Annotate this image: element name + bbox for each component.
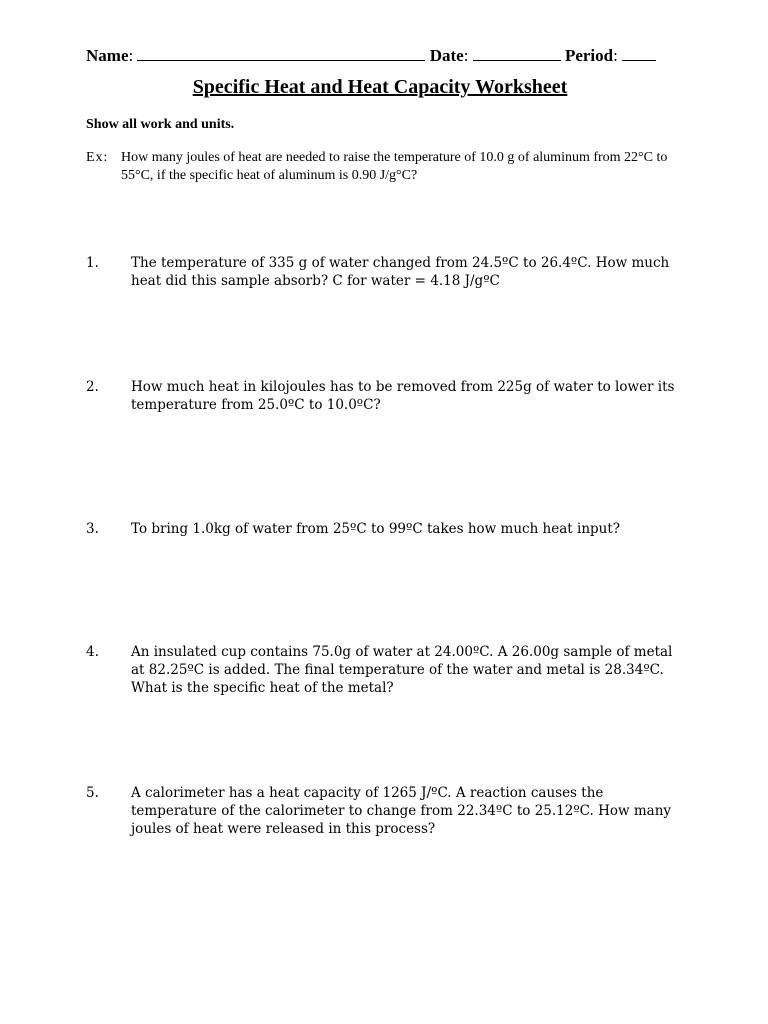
date-label: Date bbox=[429, 46, 464, 65]
problem-number: 1. bbox=[86, 255, 99, 271]
header-line: Name: Date: Period: bbox=[86, 45, 686, 67]
date-blank[interactable] bbox=[473, 46, 561, 61]
problem-text: How much heat in kilojoules has to be removed from 225g of water to lower its temperature from 25.0ºC to 10.0ºC? bbox=[131, 379, 675, 413]
problem-number: 2. bbox=[86, 379, 99, 395]
name-blank[interactable] bbox=[137, 46, 425, 61]
problem-number: 3. bbox=[86, 521, 99, 537]
example bbox=[86, 149, 686, 185]
example-label: Ex: bbox=[86, 150, 109, 165]
period-label: Period bbox=[564, 46, 614, 65]
example-text: How many joules of heat are needed to raise the temperature of 10.0 g of aluminum from 22°C to 55°C, if the specific heat of aluminum is 0.90 J/g°C? bbox=[121, 150, 668, 183]
problem-text: An insulated cup contains 75.0g of water at 24.00ºC. A 26.00g sample of metal at 82.25ºC is added. The final temperature of the water and metal is 28.34ºC. What is the specific heat of the metal? bbox=[131, 644, 673, 696]
problem-number: 4. bbox=[86, 644, 99, 660]
problem-1 bbox=[86, 254, 681, 290]
problem-3 bbox=[86, 520, 681, 538]
problem-text: To bring 1.0kg of water from 25ºC to 99ºC takes how much heat input? bbox=[131, 521, 621, 537]
problem-text: A calorimeter has a heat capacity of 1265 J/ºC. A reaction causes the temperature of the calorimeter to change from 22.34ºC to 25.12ºC. How many joules of heat were released in this process? bbox=[131, 785, 672, 837]
worksheet-title: Specific Heat and Heat Capacity Worksheet bbox=[192, 76, 568, 98]
name-label: Name bbox=[86, 46, 129, 65]
instructions: Show all work and units. bbox=[86, 117, 235, 132]
problem-text: The temperature of 335 g of water changed from 24.5ºC to 26.4ºC. How much heat did this sample absorb? C for water = 4.18 J/gºC bbox=[131, 255, 670, 289]
problem-2 bbox=[86, 378, 681, 414]
period-blank[interactable] bbox=[622, 46, 656, 61]
problem-number: 5. bbox=[86, 785, 99, 801]
problem-4 bbox=[86, 643, 681, 697]
problem-5 bbox=[86, 784, 681, 838]
